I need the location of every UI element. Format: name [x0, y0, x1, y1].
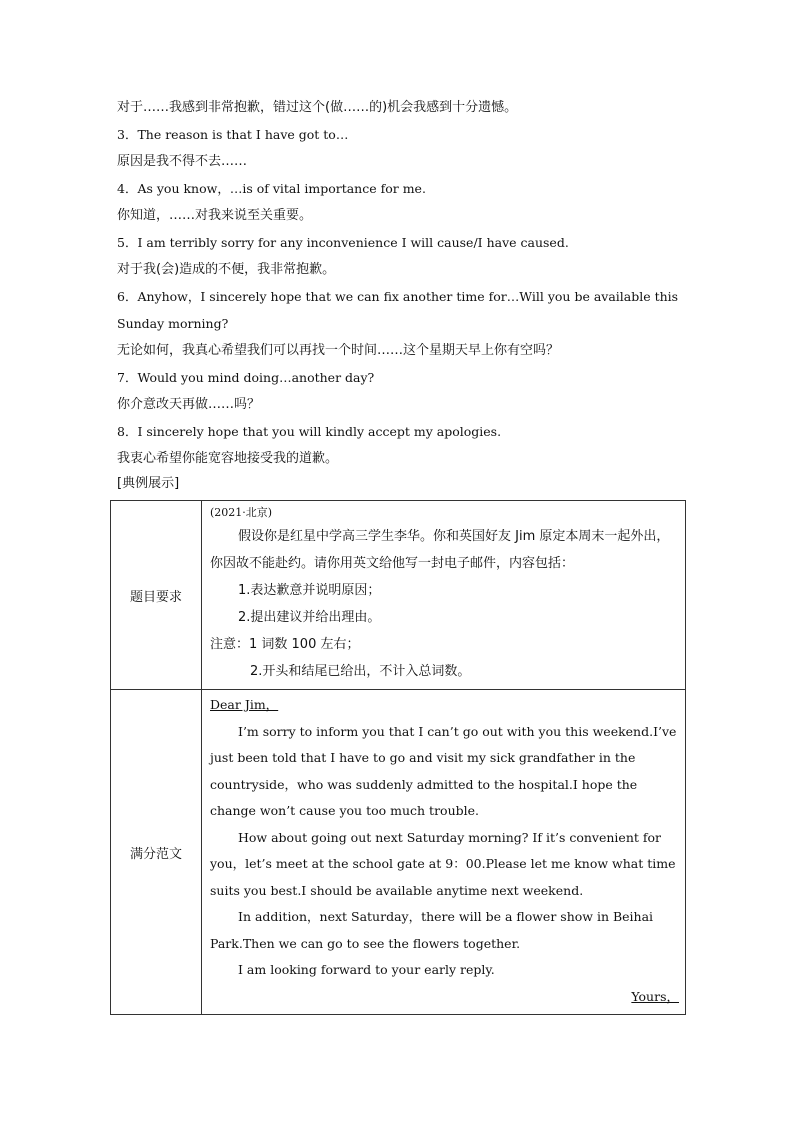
- phrase-en: 7．Would you mind doing…another day?: [117, 370, 375, 385]
- section-heading: [典例展示]: [117, 476, 180, 491]
- source-tag: (2021·北京): [210, 506, 273, 519]
- task-row: [111, 501, 686, 690]
- phrase-en: 6．Anyhow，I sincerely hope that we can fix another time for…Will you be available this Sunday morning?: [117, 289, 679, 331]
- requirement-1: 1.表达歉意并说明原因；: [238, 583, 381, 598]
- note-1: 注意：1 词数 100 左右；: [210, 637, 360, 652]
- task-prompt: 假设你是红星中学高三学生李华。你和英国好友 Jim 原定本周末一起外出，你因故不能赴约。请你用英文给他写一封电子邮件，内容包括：: [210, 529, 670, 571]
- phrase-en: 4．As you know，…is of vital importance for me.: [117, 181, 426, 196]
- phrase-zh: 对于我(会)造成的不便，我非常抱歉。: [117, 262, 336, 277]
- essay-paragraph-3: In addition，next Saturday，there will be a flower show in Beihai Park.Then we can go to see the flowers together.: [210, 909, 654, 951]
- model-label: 满分范文: [111, 690, 202, 1015]
- essay-paragraph-4: I am looking forward to your early reply.: [238, 962, 495, 977]
- note-2: 2.开头和结尾已给出，不计入总词数。: [250, 664, 471, 679]
- task-label: 题目要求: [111, 501, 202, 690]
- model-row: [111, 690, 686, 1015]
- phrase-zh: 对于……我感到非常抱歉，错过这个(做……的)机会我感到十分遗憾。: [117, 100, 518, 115]
- phrase-zh: 你知道，……对我来说至关重要。: [117, 208, 313, 223]
- phrase-en: 5．I am terribly sorry for any inconvenience I will cause/I have caused.: [117, 235, 569, 250]
- essay-paragraph-2: How about going out next Saturday morning? If it’s convenient for you，let’s meet at the school gate at 9：00.Please let me know what time suits you best.I should be available anytime next weekend.: [210, 829, 676, 898]
- phrase-en: 8．I sincerely hope that you will kindly accept my apologies.: [117, 424, 502, 439]
- phrase-zh: 你介意改天再做……吗？: [117, 397, 261, 412]
- requirement-2: 2.提出建议并给出理由。: [238, 610, 381, 625]
- phrase-zh: 无论如何，我真心希望我们可以再找一个时间……这个星期天早上你有空吗？: [117, 343, 560, 358]
- example-table: [110, 500, 686, 1015]
- phrase-zh: 我衷心希望你能宽容地接受我的道歉。: [117, 451, 339, 466]
- salutation: Dear Jim，: [210, 697, 279, 712]
- task-content: [202, 501, 686, 690]
- phrase-list: [117, 94, 687, 496]
- phrase-zh: 原因是我不得不去……: [117, 154, 248, 169]
- model-essay: [202, 690, 686, 1015]
- closing: Yours，: [631, 988, 679, 1004]
- essay-paragraph-1: I’m sorry to inform you that I can’t go out with you this weekend.I’ve just been told that I have to go and visit my sick grandfather in the countryside，who was suddenly admitted to the hospital.I hope the change won’t cause you too much trouble.: [210, 723, 677, 818]
- phrase-en: 3．The reason is that I have got to…: [117, 127, 349, 142]
